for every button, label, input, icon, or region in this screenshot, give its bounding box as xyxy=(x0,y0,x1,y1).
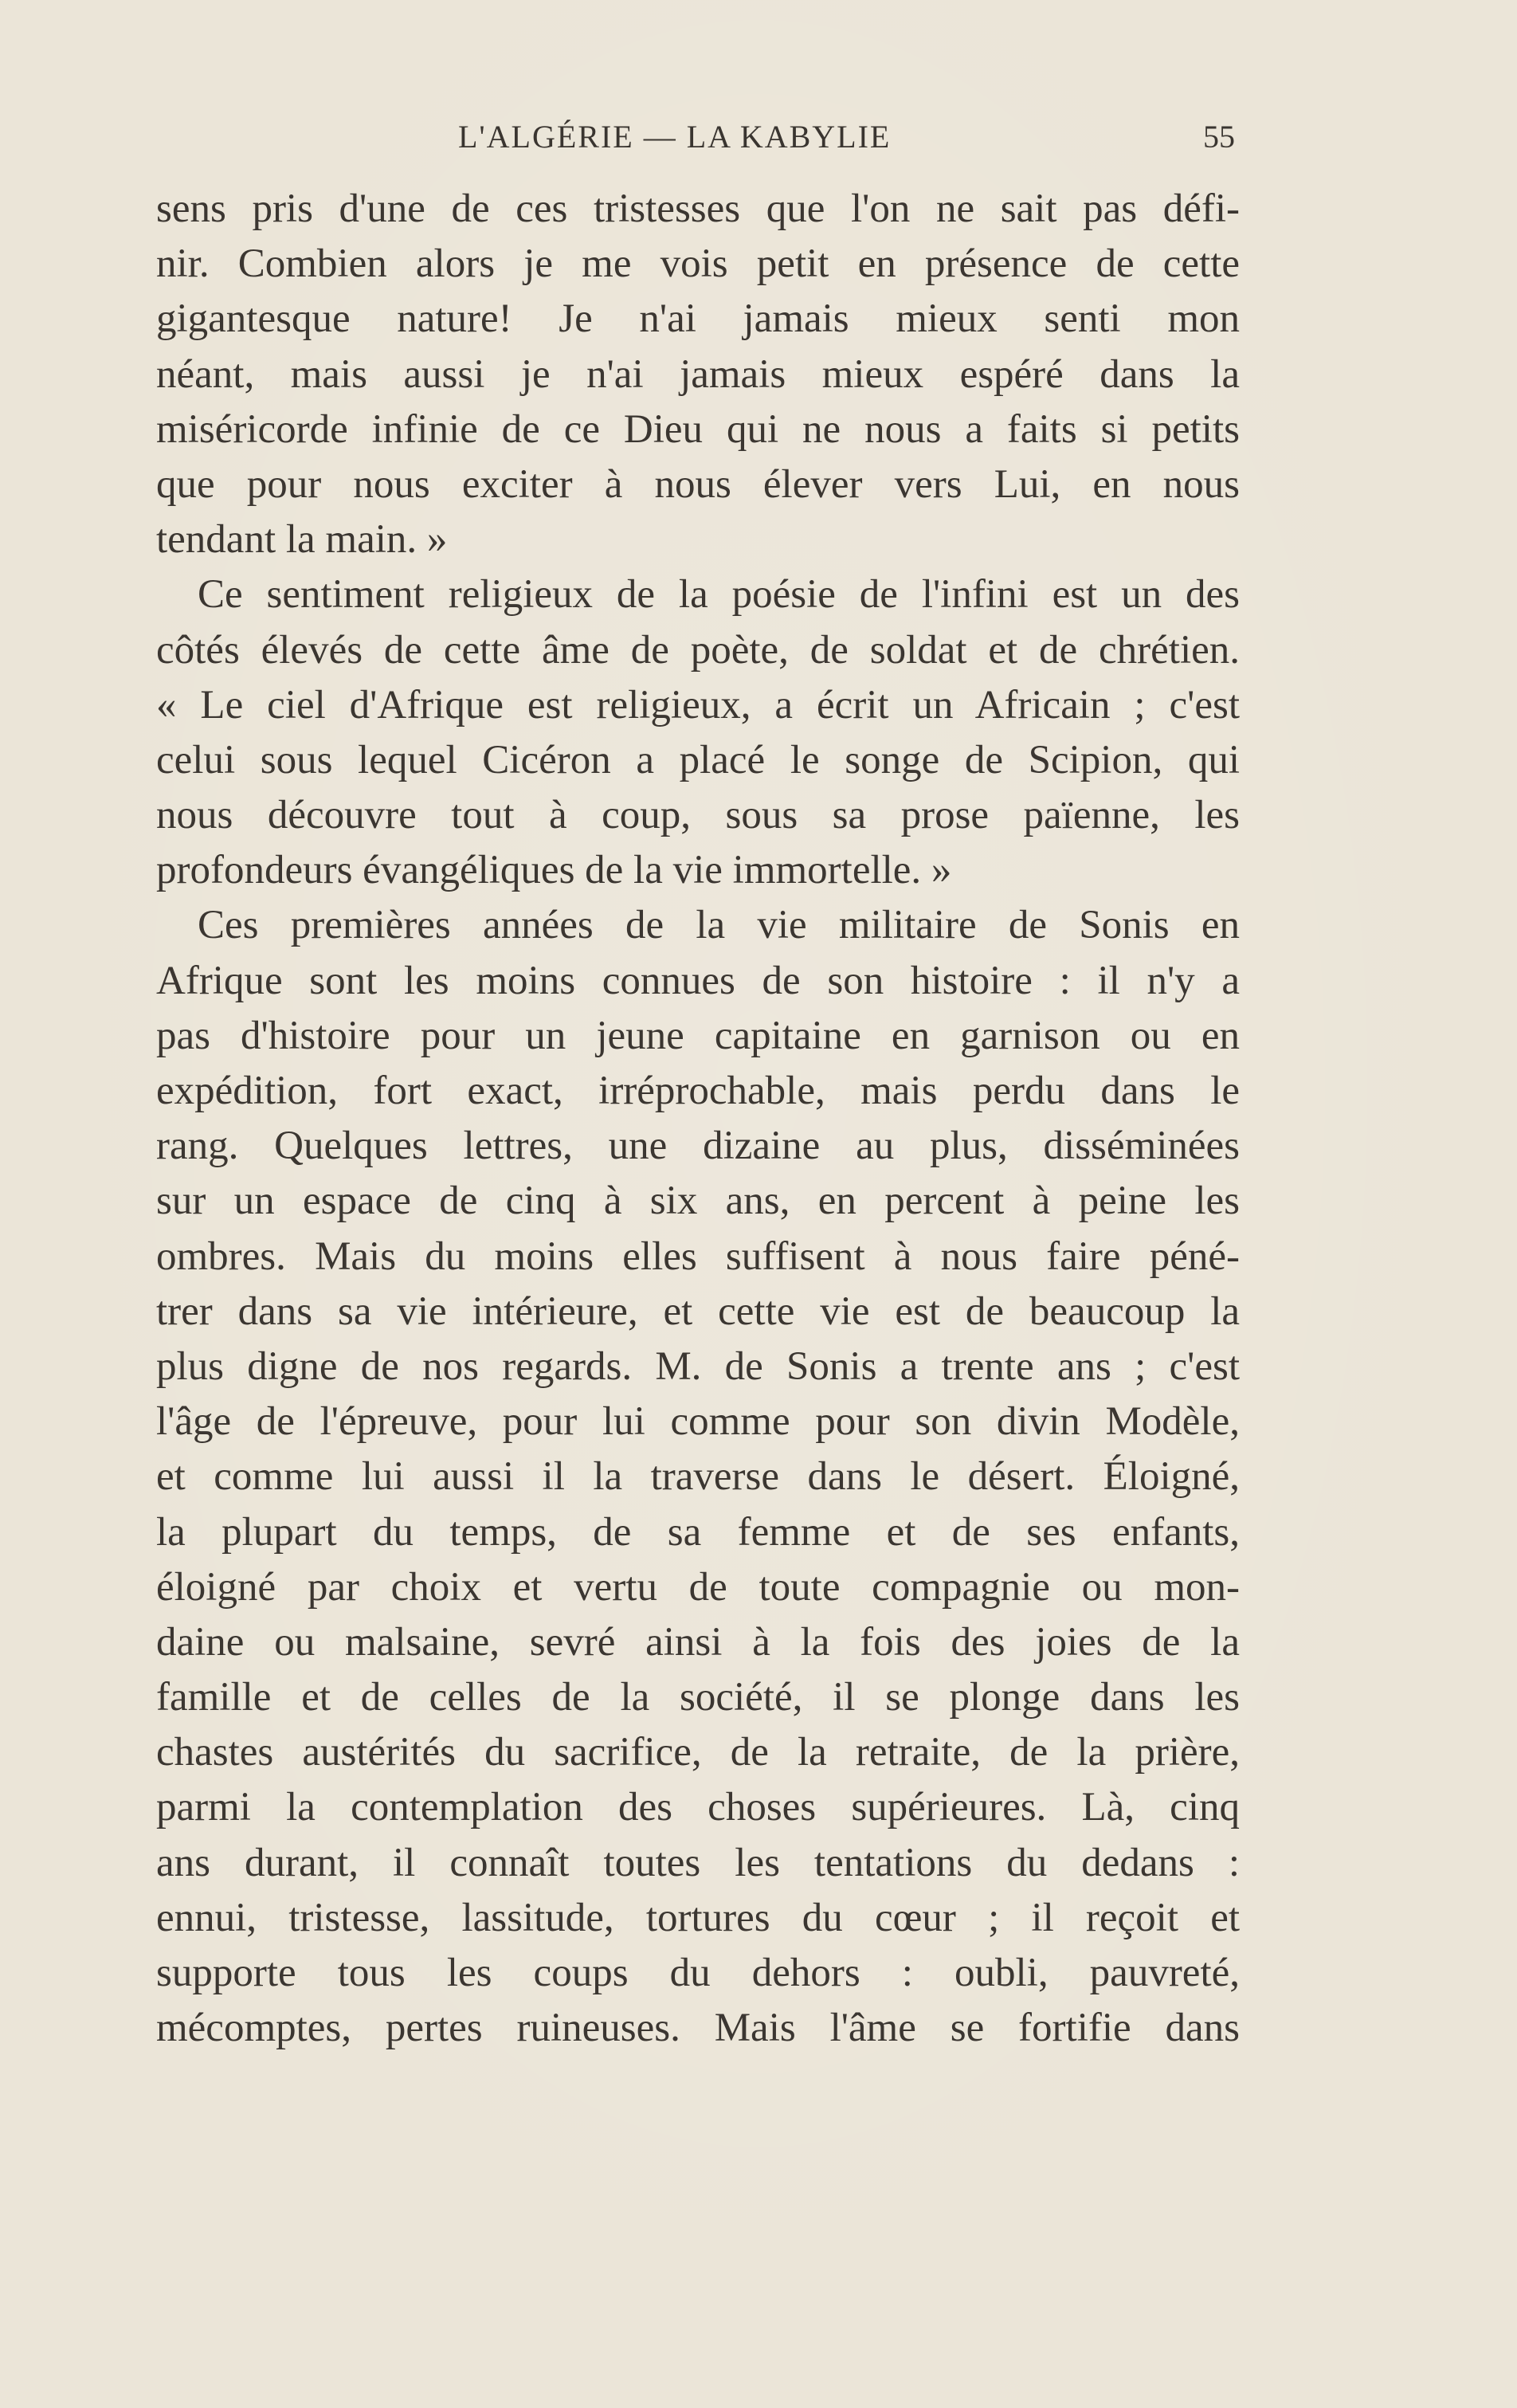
text-line: l'âge de l'épreuve, pour lui comme pour son divin Modèle, xyxy=(156,1399,1240,1445)
text-line: que pour nous exciter à nous élever vers Lui, en nous xyxy=(156,461,1240,507)
text-line: sur un espace de cinq à six ans, en percent à peine les xyxy=(156,1179,1240,1224)
text-line: famille et de celles de la société, il se plonge dans les xyxy=(156,1675,1240,1720)
text-line: ans durant, il connaît toutes les tentations du dedans : xyxy=(156,1840,1240,1885)
text-line: profondeurs évangéliques de la vie immortelle. » xyxy=(156,848,952,893)
text-line: rang. Quelques lettres, une dizaine au plus, disséminées xyxy=(156,1124,1240,1169)
running-head: L'ALGÉRIE — LA KABYLIE xyxy=(458,119,892,155)
text-line: néant, mais aussi je n'ai jamais mieux espéré dans la xyxy=(156,351,1240,397)
text-line: pas d'histoire pour un jeune capitaine en garnison ou en xyxy=(156,1013,1240,1058)
text-line: miséricorde infinie de ce Dieu qui ne nous a faits si petits xyxy=(156,406,1240,452)
text-line: et comme lui aussi il la traverse dans le désert. Éloigné, xyxy=(156,1454,1240,1500)
text-line: plus digne de nos regards. M. de Sonis a trente ans ; c'est xyxy=(156,1343,1240,1389)
text-line: parmi la contemplation des choses supérieures. Là, cinq xyxy=(156,1785,1240,1830)
paragraph-start-line: Ces premières années de la vie militaire de Sonis en xyxy=(198,903,1240,948)
text-line: ennui, tristesse, lassitude, tortures du cœur ; il reçoit et xyxy=(156,1895,1240,1940)
text-line: chastes austérités du sacrifice, de la retraite, de la prière, xyxy=(156,1730,1240,1775)
text-line: Afrique sont les moins connues de son histoire : il n'y a xyxy=(156,958,1240,1003)
text-line: éloigné par choix et vertu de toute compagnie ou mon- xyxy=(156,1564,1240,1610)
page-number: 55 xyxy=(1203,119,1235,155)
text-line: ombres. Mais du moins elles suffisent à nous faire péné- xyxy=(156,1233,1240,1279)
text-line: trer dans sa vie intérieure, et cette vie est de beaucoup la xyxy=(156,1288,1240,1334)
text-line: « Le ciel d'Afrique est religieux, a écrit un Africain ; c'est xyxy=(156,682,1240,727)
text-line: gigantesque nature! Je n'ai jamais mieux senti mon xyxy=(156,296,1240,342)
text-line: celui sous lequel Cicéron a placé le songe de Scipion, qui xyxy=(156,737,1240,782)
paragraph-start-line: Ce sentiment religieux de la poésie de l'infini est un des xyxy=(198,572,1240,618)
text-line: sens pris d'une de ces tristesses que l'on ne sait pas défi- xyxy=(156,186,1240,231)
text-line: supporte tous les coups du dehors : oubli, pauvreté, xyxy=(156,1951,1240,1995)
text-line: tendant la main. » xyxy=(156,517,448,563)
text-line: mécomptes, pertes ruineuses. Mais l'âme se fortifie dans xyxy=(156,2006,1240,2051)
body-text xyxy=(156,182,1240,2056)
text-line: la plupart du temps, de sa femme et de ses enfants, xyxy=(156,1509,1240,1555)
text-line: nous découvre tout à coup, sous sa prose païenne, les xyxy=(156,793,1240,838)
text-line: côtés élevés de cette âme de poète, de soldat et de chrétien. xyxy=(156,627,1240,673)
text-line: nir. Combien alors je me vois petit en présence de cette xyxy=(156,241,1240,287)
text-line: daine ou malsaine, sevré ainsi à la fois des joies de la xyxy=(156,1619,1240,1665)
text-line: expédition, fort exact, irréprochable, mais perdu dans le xyxy=(156,1069,1240,1113)
